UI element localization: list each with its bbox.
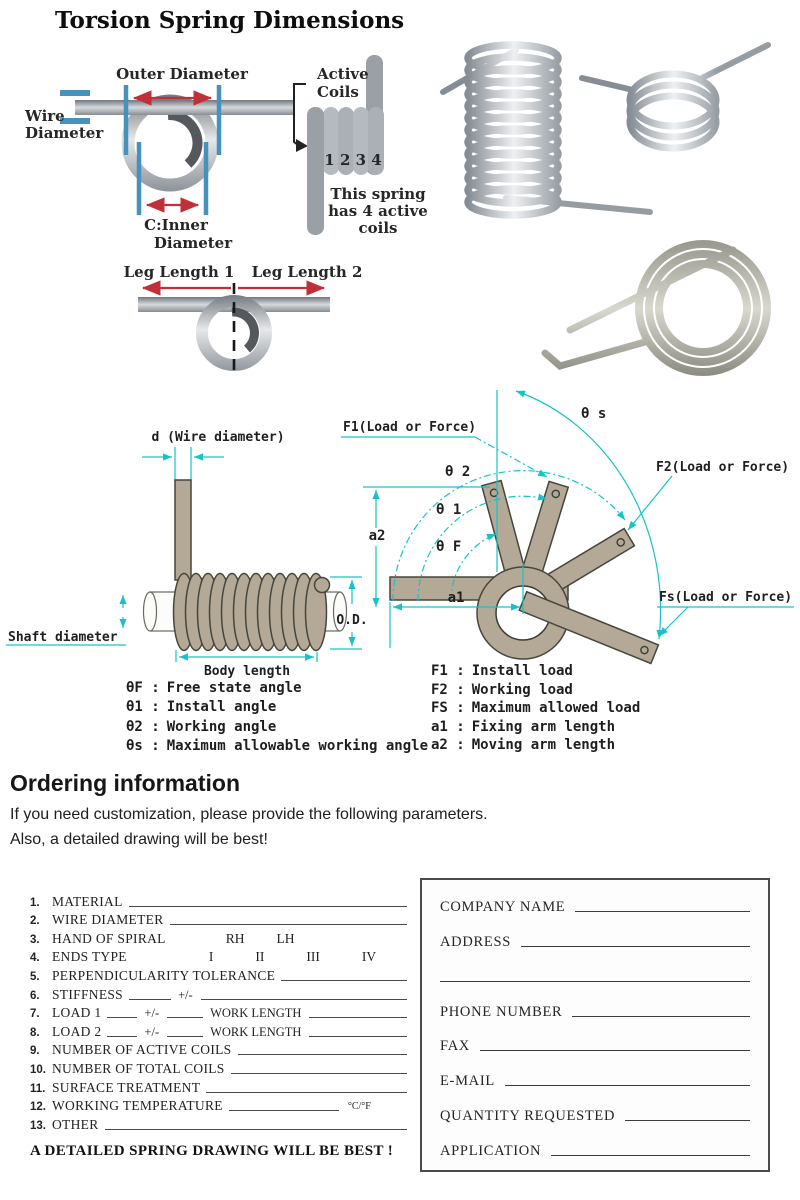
- inline-label: +/-: [144, 1006, 160, 1021]
- coil-body: [174, 574, 330, 651]
- active-coils-label: Active: [317, 65, 369, 83]
- form-row: [30, 1077, 412, 1096]
- fill-in-line: [440, 979, 750, 982]
- card-field: [440, 1031, 752, 1055]
- spring-leg: [175, 480, 191, 580]
- item-label: OTHER: [52, 1116, 99, 1132]
- legend-symbol: θs :: [126, 737, 160, 754]
- fill-in-line: [201, 997, 407, 1000]
- leg-length-diagram: [124, 263, 363, 372]
- item-label: LOAD 1: [52, 1005, 102, 1021]
- legend-item: [431, 699, 640, 718]
- item-number: 1.: [30, 896, 40, 909]
- inline-label: WORK LENGTH: [210, 1006, 302, 1021]
- fill-in-line: [167, 1015, 203, 1018]
- wire-diameter-label: Wire: [25, 107, 65, 125]
- item-label: ENDS TYPE: [52, 949, 127, 965]
- fill-in-line: [575, 909, 750, 912]
- legend-item: [431, 681, 640, 700]
- option-label: IV: [361, 949, 377, 965]
- item-number: 2.: [30, 915, 40, 928]
- legend-item: [431, 662, 640, 681]
- fill-in-line: [281, 978, 407, 981]
- card-field-label: FAX: [440, 1038, 471, 1055]
- theta-f-label: θ F: [436, 539, 462, 555]
- coil-inner-shade: [232, 312, 254, 349]
- outer-diameter-label: Outer Diameter: [116, 65, 248, 83]
- inner-diameter-label: C:Inner: [144, 216, 208, 234]
- spring-photo-small: [582, 45, 768, 148]
- option-label: I: [208, 949, 214, 965]
- legend-item: [431, 718, 640, 737]
- order-form: [30, 891, 412, 1133]
- coil-numbers: 1 2 3 4: [324, 151, 382, 169]
- od-label: O.D.: [336, 613, 368, 628]
- fill-in-line: [105, 1127, 408, 1130]
- item-label: NUMBER OF ACTIVE COILS: [52, 1042, 232, 1058]
- form-row: [30, 1003, 412, 1022]
- wire-diameter-label: Diameter: [25, 124, 104, 142]
- active-coils-note: This spring: [330, 185, 426, 203]
- option-label: RH: [225, 930, 245, 946]
- item-number: 5.: [30, 970, 40, 983]
- card-field-label: E-MAIL: [440, 1073, 495, 1090]
- inline-label: WORK LENGTH: [210, 1024, 302, 1039]
- card-field-label: QUANTITY REQUESTED: [440, 1108, 616, 1125]
- leader-arrow: [659, 607, 688, 636]
- legend-symbol: θF :: [126, 680, 160, 696]
- item-label: WIRE DIAMETER: [52, 912, 164, 928]
- item-label: SURFACE TREATMENT: [52, 1079, 201, 1095]
- fill-in-line: [309, 1015, 407, 1018]
- fill-in-line: [107, 1034, 137, 1037]
- form-row: [30, 910, 412, 929]
- form-row: [30, 984, 412, 1003]
- item-number: 10.: [30, 1063, 46, 1076]
- form-row: [30, 928, 412, 947]
- option-label: II: [255, 949, 265, 965]
- form-row: [30, 965, 412, 984]
- fill-in-line: [206, 1090, 407, 1093]
- leader-arrow: [475, 437, 547, 477]
- form-row: [30, 1021, 412, 1040]
- dimensions-diagram: [0, 0, 800, 390]
- legend-right: [431, 662, 640, 755]
- legend-text: Fixing arm length: [471, 718, 616, 735]
- legend-text: Working angle: [166, 718, 277, 735]
- form-row: [30, 947, 412, 966]
- form-row: [30, 1096, 412, 1115]
- form-row: [30, 1040, 412, 1059]
- fill-in-line: [480, 1048, 750, 1051]
- theta-s-label: θ s: [581, 406, 607, 422]
- legend-text: Maximum allowed load: [471, 700, 641, 717]
- ordering-intro-2: Also, a detailed drawing will be best!: [10, 831, 268, 848]
- item-number: 8.: [30, 1026, 40, 1039]
- diameter-diagram: [24, 65, 295, 252]
- wire-diameter-mark: [60, 90, 90, 96]
- legend-text: Moving arm length: [471, 737, 616, 754]
- item-label: LOAD 2: [52, 1023, 102, 1039]
- active-coils-note: coils: [358, 219, 398, 237]
- card-field-label: COMPANY NAME: [440, 899, 566, 915]
- fill-in-line: [238, 1052, 408, 1055]
- bracket-arrow-icon: [296, 139, 308, 152]
- wire-diameter-label: d (Wire diameter): [151, 430, 285, 445]
- fill-in-line: [551, 1153, 750, 1156]
- bracket-line: [294, 84, 306, 145]
- card-field: [440, 997, 752, 1021]
- card-field-continuation: [440, 962, 752, 986]
- page-title: Torsion Spring Dimensions: [55, 7, 405, 34]
- legend-symbol: θ2 :: [126, 718, 160, 735]
- legend-symbol: F1 :: [431, 663, 465, 679]
- fill-in-line: [170, 922, 407, 925]
- active-coils-label: Coils: [317, 83, 359, 101]
- f2-label: F2(Load or Force): [656, 460, 790, 475]
- a1-label: a1: [447, 590, 465, 606]
- item-label: HAND OF SPIRAL: [52, 930, 166, 946]
- spring-photo-long: [443, 45, 650, 215]
- card-field-label: APPLICATION: [440, 1142, 542, 1159]
- fill-in-line: [129, 997, 171, 1000]
- inline-label: °C/°F: [347, 1101, 371, 1113]
- fill-in-line: [107, 1015, 137, 1018]
- spring-photo-bent: [545, 244, 767, 372]
- a2-label: a2: [368, 528, 386, 544]
- leg2-label: Leg Length 2: [251, 263, 363, 281]
- form-row: [30, 1058, 412, 1077]
- card-field: [440, 892, 752, 916]
- item-label: WORKING TEMPERATURE: [52, 1098, 223, 1114]
- item-number: 4.: [30, 952, 40, 965]
- ordering-intro-1: If you need customization, please provide the following parameters.: [10, 806, 488, 823]
- item-number: 9.: [30, 1045, 40, 1058]
- theta-1-label: θ 1: [436, 502, 462, 518]
- legend-text: Working load: [471, 681, 573, 698]
- body-length-label: Body length: [203, 664, 291, 679]
- card-field: [440, 1136, 752, 1160]
- legend-item: [431, 736, 640, 755]
- fill-in-line: [229, 1108, 339, 1111]
- f1-label: F1(Load or Force): [343, 420, 477, 435]
- item-number: 11.: [30, 1082, 46, 1095]
- legend-text: Install load: [471, 663, 573, 679]
- fill-in-line: [231, 1071, 407, 1074]
- card-field-label: PHONE NUMBER: [440, 1003, 563, 1020]
- wire-bar: [75, 100, 295, 115]
- legend-item: [126, 737, 428, 756]
- fill-in-line: [129, 904, 407, 907]
- inline-label: +/-: [144, 1024, 160, 1039]
- fill-in-line: [572, 1014, 750, 1017]
- legend-item: [126, 698, 428, 717]
- option-label: III: [306, 949, 320, 965]
- card-field: [440, 1066, 752, 1090]
- spring-end-bar: [307, 107, 324, 235]
- item-label: PERPENDICULARITY TOLERANCE: [52, 967, 276, 983]
- legend-symbol: a1 :: [431, 718, 465, 735]
- legend-item: [126, 679, 428, 698]
- fill-in-line: [521, 944, 750, 947]
- item-label: MATERIAL: [52, 893, 123, 909]
- card-field-label: ADDRESS: [440, 933, 511, 950]
- legend-symbol: F2 :: [431, 681, 465, 698]
- inline-label: +/-: [177, 987, 193, 1002]
- legend-symbol: θ1 :: [126, 699, 160, 716]
- active-coils-note: has 4 active: [328, 202, 428, 220]
- legend-item: [126, 718, 428, 737]
- leader-arrow: [628, 476, 672, 530]
- item-label: STIFFNESS: [52, 986, 123, 1002]
- fill-in-line: [505, 1083, 750, 1086]
- contact-card: [420, 878, 770, 1172]
- legend-symbol: FS :: [431, 700, 465, 717]
- legend-text: Install angle: [166, 699, 277, 716]
- order-note: A DETAILED SPRING DRAWING WILL BE BEST !: [30, 1143, 394, 1159]
- form-row: [30, 891, 412, 910]
- legend-symbol: a2 :: [431, 737, 465, 754]
- legend-left: [126, 679, 428, 756]
- item-number: 3.: [30, 933, 40, 946]
- item-number: 13.: [30, 1119, 46, 1132]
- card-field: [440, 1101, 752, 1125]
- form-row: [30, 1114, 412, 1133]
- card-field: [440, 927, 752, 951]
- item-number: 12.: [30, 1101, 46, 1114]
- leg1-label: Leg Length 1: [123, 263, 235, 281]
- item-number: 7.: [30, 1008, 40, 1021]
- theta-2-label: θ 2: [445, 464, 471, 480]
- fs-label: Fs(Load or Force): [659, 590, 793, 605]
- fill-in-line: [625, 1118, 750, 1121]
- item-label: NUMBER OF TOTAL COILS: [52, 1060, 225, 1076]
- coil-inner-shade: [168, 115, 198, 164]
- option-label: LH: [276, 930, 295, 946]
- legend-text: Free state angle: [166, 680, 302, 696]
- fill-in-line: [309, 1034, 407, 1037]
- fill-in-line: [167, 1034, 203, 1037]
- legend-text: Maximum allowable working angle: [166, 737, 429, 754]
- ordering-heading: Ordering information: [10, 770, 240, 796]
- inner-diameter-label: Diameter: [153, 234, 233, 252]
- shaft-diameter-label: Shaft diameter: [8, 630, 118, 645]
- item-number: 6.: [30, 989, 40, 1002]
- active-coils-diagram: [294, 55, 428, 237]
